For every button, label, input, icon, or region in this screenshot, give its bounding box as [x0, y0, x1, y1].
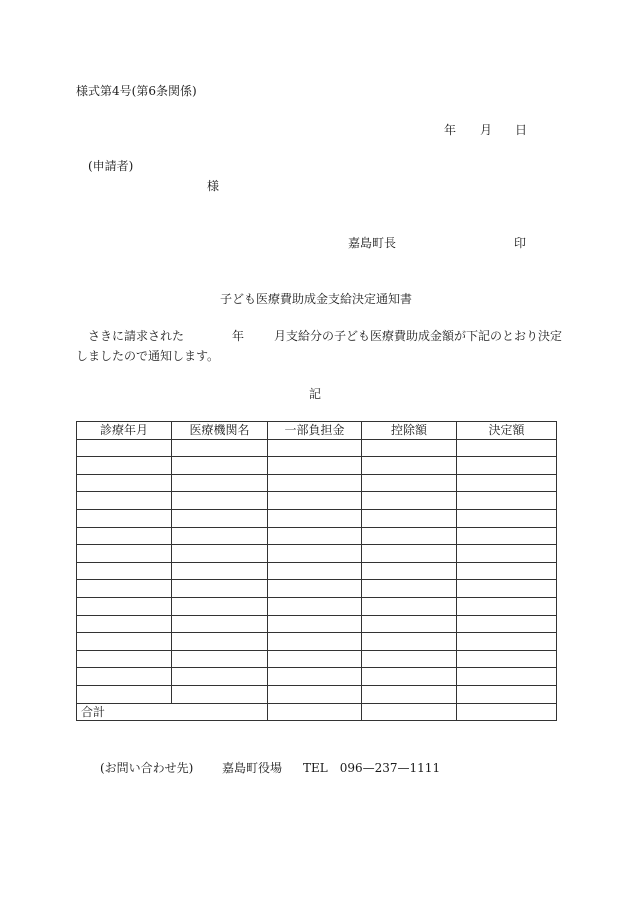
table-cell	[268, 545, 362, 563]
table-cell	[77, 633, 172, 651]
detail-table	[76, 421, 557, 721]
table-row	[77, 457, 557, 475]
table-row	[77, 615, 557, 633]
table-row	[77, 668, 557, 686]
date-day-label: 日	[515, 123, 528, 137]
body-text-segment: 月支給分の子ども医療費助成金額が下記のとおり決定	[274, 329, 563, 343]
table-cell	[77, 580, 172, 598]
table-cell	[172, 597, 268, 615]
table-cell	[172, 668, 268, 686]
table-cell	[457, 650, 557, 668]
table-cell	[362, 685, 457, 703]
table-cell	[172, 527, 268, 545]
table-total-row	[77, 703, 557, 721]
table-cell	[172, 562, 268, 580]
table-cell	[362, 615, 457, 633]
table-cell	[77, 562, 172, 580]
table-row	[77, 685, 557, 703]
applicant-label: (申請者)	[88, 159, 134, 173]
header-treatment-month: 診療年月	[77, 422, 172, 440]
table-cell	[457, 527, 557, 545]
table-cell	[268, 633, 362, 651]
header-institution-name: 医療機関名	[172, 422, 268, 440]
table-cell	[268, 668, 362, 686]
date-year-label: 年	[444, 123, 457, 137]
table-cell	[268, 650, 362, 668]
table-cell	[457, 615, 557, 633]
table-cell	[362, 439, 457, 457]
header-copayment: 一部負担金	[268, 422, 362, 440]
table-cell	[172, 650, 268, 668]
table-cell	[362, 474, 457, 492]
header-decided-amount: 決定額	[457, 422, 557, 440]
form-number: 様式第4号(第6条関係)	[76, 84, 197, 98]
body-text-segment: さきに請求された	[88, 329, 185, 343]
table-cell	[268, 562, 362, 580]
table-cell	[268, 685, 362, 703]
table-cell	[77, 668, 172, 686]
table-cell	[172, 615, 268, 633]
table-cell	[362, 457, 457, 475]
table-header-row	[77, 422, 557, 440]
table-cell	[77, 439, 172, 457]
table-cell	[457, 597, 557, 615]
table-cell	[362, 527, 457, 545]
table-cell	[362, 703, 457, 721]
table-cell	[172, 580, 268, 598]
table-row	[77, 597, 557, 615]
table-cell	[268, 580, 362, 598]
table-cell	[77, 492, 172, 510]
table-cell	[268, 439, 362, 457]
table-cell	[457, 580, 557, 598]
table-cell	[457, 509, 557, 527]
table-row	[77, 474, 557, 492]
table-cell	[457, 492, 557, 510]
table-cell	[172, 685, 268, 703]
table-row	[77, 509, 557, 527]
table-cell	[362, 597, 457, 615]
table-cell	[77, 650, 172, 668]
table-cell	[77, 685, 172, 703]
table-cell	[77, 474, 172, 492]
table-cell	[268, 703, 362, 721]
table-cell	[268, 615, 362, 633]
table-row	[77, 633, 557, 651]
table-row	[77, 527, 557, 545]
table-body	[77, 439, 557, 703]
table-cell	[362, 668, 457, 686]
table-cell	[457, 562, 557, 580]
table-cell	[268, 457, 362, 475]
ki-heading: 記	[309, 387, 322, 401]
issuer-name: 嘉島町長	[348, 236, 397, 250]
table-cell	[268, 527, 362, 545]
table-row	[77, 562, 557, 580]
contact-label: (お問い合わせ先)	[100, 761, 194, 775]
body-text-year: 年	[232, 329, 245, 343]
table-cell	[77, 457, 172, 475]
table-row	[77, 580, 557, 598]
table-cell	[268, 492, 362, 510]
table-row	[77, 650, 557, 668]
table-cell	[172, 545, 268, 563]
table-row	[77, 545, 557, 563]
table-row	[77, 439, 557, 457]
table-cell	[457, 545, 557, 563]
table-cell	[457, 457, 557, 475]
contact-phone: TEL 096—237—1111	[303, 761, 441, 775]
table-cell	[457, 685, 557, 703]
contact-office: 嘉島町役場	[222, 761, 283, 775]
table-cell	[77, 545, 172, 563]
table-cell	[362, 580, 457, 598]
table-cell	[362, 509, 457, 527]
table-cell	[172, 492, 268, 510]
table-cell	[457, 474, 557, 492]
header-deduction: 控除額	[362, 422, 457, 440]
document-title: 子ども医療費助成金支給決定通知書	[220, 292, 413, 306]
body-text-line-1	[88, 330, 562, 342]
table-cell	[172, 633, 268, 651]
table-cell	[457, 703, 557, 721]
table-cell	[362, 650, 457, 668]
table-cell	[172, 439, 268, 457]
table-cell	[77, 527, 172, 545]
table-cell	[77, 615, 172, 633]
table-cell	[172, 509, 268, 527]
date-month-label: 月	[480, 123, 493, 137]
table-cell	[268, 509, 362, 527]
table-cell	[362, 562, 457, 580]
table-cell	[362, 492, 457, 510]
table-cell	[457, 439, 557, 457]
table-cell	[172, 457, 268, 475]
table-cell	[457, 633, 557, 651]
table-cell	[457, 668, 557, 686]
issuer-seal-mark: 印	[514, 236, 527, 250]
total-label: 合計	[77, 703, 268, 721]
applicant-honorific: 様	[207, 179, 220, 193]
table-cell	[362, 545, 457, 563]
table-row	[77, 492, 557, 510]
body-text-line-2: しましたので通知します。	[76, 349, 220, 363]
table-cell	[268, 597, 362, 615]
table-cell	[77, 597, 172, 615]
table-cell	[362, 633, 457, 651]
table-cell	[268, 474, 362, 492]
table-cell	[172, 474, 268, 492]
table-cell	[77, 509, 172, 527]
